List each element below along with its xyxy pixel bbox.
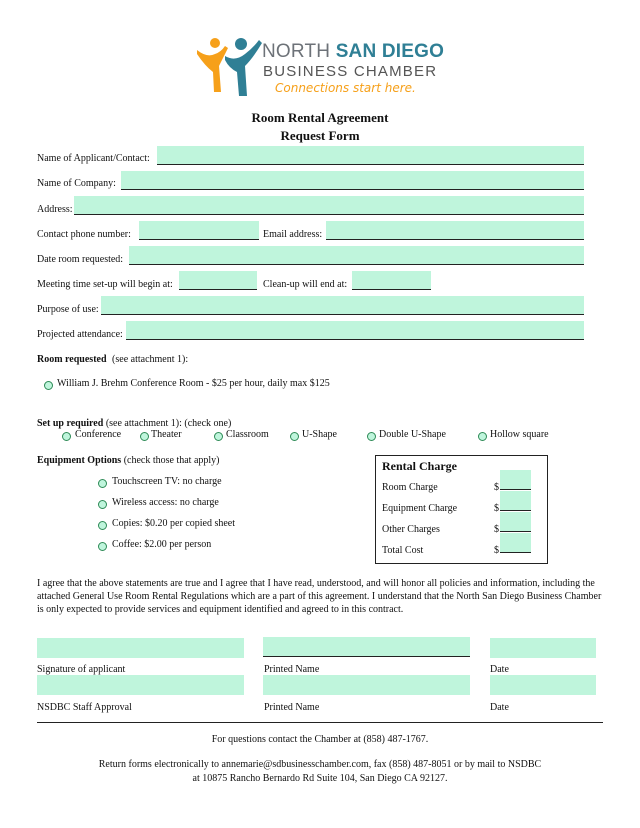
room-heading: Room requested [37, 354, 107, 365]
signature-applicant-field[interactable] [37, 638, 244, 658]
setup-hollow-square-label: Hollow square [490, 429, 549, 440]
setup-u-shape-radio[interactable] [290, 432, 299, 441]
equipment-copies-label: Copies: $0.20 per copied sheet [112, 518, 236, 529]
chamber-logo-icon [195, 36, 265, 100]
other-charges-currency: $ [494, 524, 499, 535]
setup-hollow-square-radio[interactable] [478, 432, 487, 441]
printed-name-label-2: Printed Name [264, 702, 320, 713]
setup-time-field[interactable] [179, 271, 257, 290]
company-label: Name of Company: [37, 178, 116, 189]
setup-double-u-shape-radio[interactable] [367, 432, 376, 441]
date-requested-field[interactable] [129, 246, 584, 265]
date-requested-label: Date room requested: [37, 254, 124, 265]
room-option-label: William J. Brehm Conference Room - $25 per hour, daily max $125 [57, 378, 330, 389]
room-charge-currency: $ [494, 482, 499, 493]
date-field-2[interactable] [490, 675, 596, 695]
setup-time-label: Meeting time set-up will begin at: [37, 279, 173, 290]
staff-approval-field[interactable] [37, 675, 244, 695]
printed-name-field-2[interactable] [263, 675, 470, 695]
rental-charge-box [375, 455, 548, 564]
address-label: Address: [37, 204, 73, 215]
company-field[interactable] [121, 171, 584, 190]
setup-required [37, 418, 231, 429]
room-requested [37, 354, 188, 365]
date-label-2: Date [490, 702, 509, 713]
attendance-label: Projected attendance: [37, 329, 123, 340]
equipment-wireless-checkbox[interactable] [98, 500, 107, 509]
setup-double-u-shape-label: Double U-Shape [379, 429, 446, 440]
footer-return-line2: at 10875 Rancho Bernardo Rd Suite 104, San Diego CA 92127. [192, 773, 448, 784]
equipment-tv-label: Touchscreen TV: no charge [112, 476, 222, 487]
attendance-field[interactable] [126, 321, 584, 340]
rental-charge-title: Rental Charge [382, 459, 457, 473]
setup-note: (see attachment 1): (check one) [105, 418, 232, 429]
equipment-charge-field[interactable] [500, 491, 531, 511]
applicant-label: Name of Applicant/Contact: [37, 153, 150, 164]
total-cost-currency: $ [494, 545, 499, 556]
phone-field[interactable] [139, 221, 259, 240]
phone-label: Contact phone number: [37, 229, 131, 240]
purpose-label: Purpose of use: [37, 304, 99, 315]
equipment-wireless-label: Wireless access: no charge [112, 497, 219, 508]
footer-questions: For questions contact the Chamber at (858) 487-1767. [211, 734, 429, 745]
purpose-field[interactable] [101, 296, 584, 315]
other-charges-label: Other Charges [382, 524, 440, 535]
staff-approval-label: NSDBC Staff Approval [37, 702, 132, 713]
form-title [0, 109, 640, 145]
total-cost-field[interactable] [500, 533, 531, 553]
email-field[interactable] [326, 221, 584, 240]
equipment-charge-currency: $ [494, 503, 499, 514]
room-charge-field[interactable] [500, 470, 531, 490]
agreement-text: I agree that the above statements are true and I agree that I have read, understood, and will honor all policies and information, including the attached General Use Room Rental Regulations which are a part of this agreement. I understand that the North San Diego Business Chamber is only expected to provide services and equipment identified and agreed to in this contract. [37, 578, 602, 615]
title-line1: Room Rental Agreement [251, 110, 389, 125]
cleanup-time-field[interactable] [352, 271, 431, 290]
footer-divider [37, 722, 603, 723]
equipment-note: (check those that apply) [123, 455, 220, 466]
room-charge-label: Room Charge [382, 482, 438, 493]
printed-name-field-1[interactable] [263, 637, 470, 657]
date-label-1: Date [490, 664, 509, 675]
title-line2: Request Form [280, 128, 360, 143]
email-label: Email address: [263, 229, 323, 240]
room-option-radio[interactable] [44, 381, 53, 390]
setup-classroom-radio[interactable] [214, 432, 223, 441]
setup-conference-radio[interactable] [62, 432, 71, 441]
footer-return [0, 758, 640, 786]
cleanup-time-label: Clean-up will end at: [263, 279, 348, 290]
setup-theater-radio[interactable] [140, 432, 149, 441]
logo-tagline: Connections start here. [275, 81, 416, 95]
logo-business-chamber: BUSINESS CHAMBER [263, 63, 438, 80]
setup-heading: Set up required [37, 418, 104, 429]
address-field[interactable] [74, 196, 584, 215]
logo-san-diego: SAN DIEGO [335, 41, 445, 62]
equipment-charge-label: Equipment Charge [382, 503, 458, 514]
setup-conference-label: Conference [75, 429, 122, 440]
equipment-tv-checkbox[interactable] [98, 479, 107, 488]
total-cost-label: Total Cost [382, 545, 424, 556]
equipment-copies-checkbox[interactable] [98, 521, 107, 530]
logo [195, 36, 455, 100]
date-field-1[interactable] [490, 638, 596, 658]
signature-applicant-label: Signature of applicant [37, 664, 126, 675]
equipment-heading: Equipment Options [37, 455, 122, 466]
printed-name-label-1: Printed Name [264, 664, 320, 675]
equipment-options [37, 455, 220, 466]
equipment-coffee-checkbox[interactable] [98, 542, 107, 551]
setup-classroom-label: Classroom [226, 429, 269, 440]
logo-north: NORTH [262, 41, 336, 62]
room-note: (see attachment 1): [112, 354, 189, 365]
applicant-field[interactable] [157, 146, 584, 165]
setup-theater-label: Theater [151, 429, 182, 440]
footer-return-line1: Return forms electronically to annemarie@sdbusinesschamber.com, fax (858) 487-8051 or by mail to NSDBC [98, 759, 542, 770]
setup-u-shape-label: U-Shape [302, 429, 337, 440]
equipment-coffee-label: Coffee: $2.00 per person [112, 539, 212, 550]
other-charges-field[interactable] [500, 512, 531, 532]
